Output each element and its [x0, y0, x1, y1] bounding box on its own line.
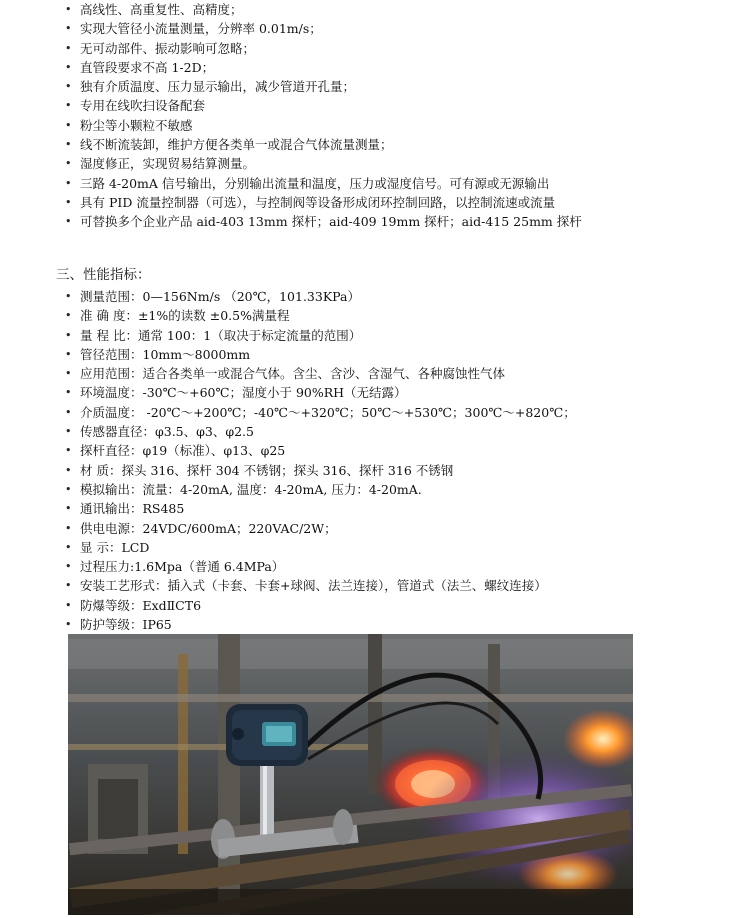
- spec-item: • 防爆等级：ExdⅡCT6: [0, 596, 730, 615]
- spec-item: • 介质温度： -20℃～+200℃；-40℃～+320℃；50℃～+530℃；300℃～+820℃；: [0, 403, 730, 422]
- feature-item: • 具有 PID 流量控制器（可选），与控制阀等设备形成闭环控制回路，以控制流速或流量: [0, 193, 730, 212]
- spec-item: • 通讯输出：RS485: [0, 499, 730, 518]
- spec-item: • 安装工艺形式：插入式（卡套、卡套+球阀、法兰连接），管道式（法兰、螺纹连接）: [0, 576, 730, 595]
- spec-item: • 测量范围：0—156Nm/s （20℃，101.33KPa）: [0, 287, 730, 306]
- spec-item: • 供电电源：24VDC/600mA；220VAC/2W；: [0, 519, 730, 538]
- feature-item: • 高线性、高重复性、高精度；: [0, 0, 730, 19]
- spec-list: [0, 287, 730, 634]
- spec-item: • 管径范围：10mm～8000mm: [0, 345, 730, 364]
- spec-item: • 模拟输出：流量：4-20mA, 温度：4-20mA, 压力：4-20mA.: [0, 480, 730, 499]
- spec-item: • 应用范围：适合各类单一或混合气体。含尘、含沙、含湿气、各种腐蚀性气体: [0, 364, 730, 383]
- feature-item: • 无可动部件、振动影响可忽略；: [0, 39, 730, 58]
- section-title-specs: 三、性能指标：: [56, 267, 151, 283]
- feature-item: • 湿度修正，实现贸易结算测量。: [0, 154, 730, 173]
- spec-item: • 材 质：探头 316、探杆 304 不锈钢；探头 316、探杆 316 不锈钢: [0, 461, 730, 480]
- spec-item: • 过程压力:1.6Mpa（普通 6.4MPa）: [0, 557, 730, 576]
- feature-item: • 线不断流装卸，维护方便各类单一或混合气体流量测量；: [0, 135, 730, 154]
- feature-item: • 独有介质温度、压力显示输出，减少管道开孔量；: [0, 77, 730, 96]
- spec-item: • 量 程 比：通常 100：1（取决于标定流量的范围）: [0, 326, 730, 345]
- spec-item: • 准 确 度：±1%的读数 ±0.5%满量程: [0, 306, 730, 325]
- feature-item: • 粉尘等小颗粒不敏感: [0, 116, 730, 135]
- installation-photo: [68, 634, 633, 915]
- feature-item: • 实现大管径小流量测量，分辨率 0.01m/s；: [0, 19, 730, 38]
- feature-item: • 三路 4-20mA 信号输出，分别输出流量和温度，压力或湿度信号。可有源或无源输出: [0, 174, 730, 193]
- spec-item: • 防护等级：IP65: [0, 615, 730, 634]
- feature-item: • 直管段要求不高 1-2D；: [0, 58, 730, 77]
- spec-item: • 环境温度：-30℃～+60℃；湿度小于 90%RH（无结露）: [0, 383, 730, 402]
- spec-item: • 传感器直径：φ3.5、φ3、φ2.5: [0, 422, 730, 441]
- feature-list: [0, 0, 730, 232]
- spec-item: • 显 示：LCD: [0, 538, 730, 557]
- feature-item: • 可替换多个企业产品 aid-403 13mm 探杆；aid-409 19mm 探杆；aid-415 25mm 探杆: [0, 212, 730, 231]
- spec-item: • 探杆直径：φ19（标准）、φ13、φ25: [0, 441, 730, 460]
- feature-item: • 专用在线吹扫设备配套: [0, 96, 730, 115]
